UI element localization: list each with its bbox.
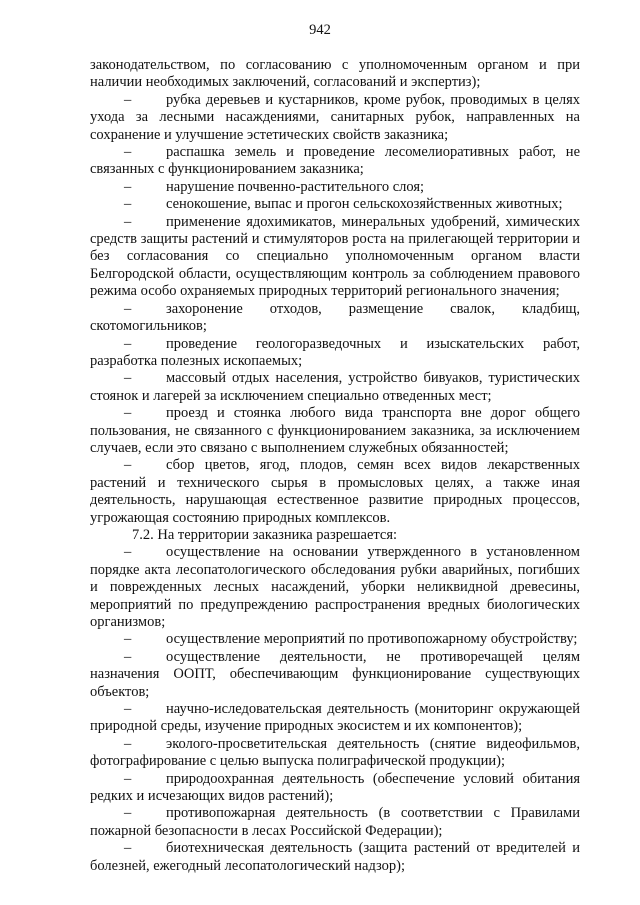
paragraph-text: противопожарная деятельность (в соответствии с Правилами пожарной безопасности в лесах Российской Федерации); <box>90 805 580 839</box>
list-bullet-dash: – <box>124 335 132 352</box>
list-bullet-dash: – <box>124 735 132 752</box>
paragraph-text: рубка деревьев и кустарников, кроме рубок, проводимых в целях ухода за лесными насаждениями, санитарных рубок, направленных на сохранение и улучшение эстетических свойств заказника; <box>90 91 580 143</box>
list-item <box>90 370 580 405</box>
list-item <box>90 805 580 840</box>
list-bullet-dash: – <box>124 196 132 213</box>
list-item <box>90 405 580 457</box>
document-body <box>90 57 580 875</box>
paragraph-text: осуществление мероприятий по противопожарному обустройству; <box>166 631 578 648</box>
list-bullet-dash: – <box>124 648 132 665</box>
list-bullet-dash: – <box>124 213 132 230</box>
paragraph-text: биотехническая деятельность (защита растений от вредителей и болезней, ежегодный лесопатологический надзор); <box>90 840 580 874</box>
paragraph-text: применение ядохимикатов, минеральных удобрений, химических средств защиты растений и стимуляторов роста на прилегающей территории и без согласования со специально уполномоченным органом власти Белгородской области, осуществляющим контроль за соблюдением правового режима особо охраняемых природных территорий регионального значения; <box>90 213 580 300</box>
list-bullet-dash: – <box>124 144 132 161</box>
list-bullet-dash: – <box>124 805 132 822</box>
list-item <box>90 631 580 648</box>
paragraph-text: законодательством, по согласованию с уполномоченным органом и при наличии необходимых заключений, согласований и экспертиз); <box>90 57 580 91</box>
list-item <box>90 771 580 806</box>
paragraph-text: научно-иследовательская деятельность (мониторинг окружающей природной среды, изучение природных экосистем и их компонентов); <box>90 701 580 735</box>
list-item <box>90 144 580 179</box>
list-bullet-dash: – <box>124 300 132 317</box>
list-item <box>90 179 580 196</box>
list-item <box>90 736 580 771</box>
list-bullet-dash: – <box>124 770 132 787</box>
paragraph-text: осуществление деятельности, не противоречащей целям назначения ООПТ, обеспечивающим функционирование существующих объектов; <box>90 648 580 700</box>
list-bullet-dash: – <box>124 840 132 857</box>
list-item <box>90 196 580 213</box>
paragraph-text: проведение геологоразведочных и изыскательских работ, разработка полезных ископаемых; <box>90 335 580 369</box>
paragraph-text: сбор цветов, ягод, плодов, семян всех видов лекарственных растений и технического сырья в промысловых целях, а также иная деятельность, нарушающая естественное развитие природных процессов, угрожающая состоянию природных комплексов. <box>90 457 580 526</box>
list-bullet-dash: – <box>124 370 132 387</box>
paragraph-text: эколого-просветительская деятельность (снятие видеофильмов, фотографирование с целью выпуска полиграфической продукции); <box>90 735 580 770</box>
list-bullet-dash: – <box>124 178 132 195</box>
paragraph-text: сенокошение, выпас и прогон сельскохозяйственных животных; <box>166 196 563 213</box>
paragraph-text: 7.2. На территории заказника разрешается: <box>132 526 398 543</box>
paragraph-text: массовый отдых населения, устройство бивуаков, туристических стоянок и лагерей за исключением специально отведенных мест; <box>90 370 580 404</box>
paragraph-text: проезд и стоянка любого вида транспорта вне дорог общего пользования, не связанного с функционированием заказника, за исключением случаев, если это связано с выполнением служебных обязанностей; <box>90 405 580 456</box>
list-item <box>90 457 580 527</box>
list-bullet-dash: – <box>124 457 132 474</box>
list-item <box>90 214 580 301</box>
list-item <box>90 301 580 336</box>
section-heading <box>90 527 580 544</box>
paragraph-text: распашка земель и проведение лесомелиоративных работ, не связанных с функционированием заказника; <box>90 144 580 178</box>
list-bullet-dash: – <box>124 405 132 422</box>
list-item <box>90 544 580 631</box>
list-bullet-dash: – <box>124 91 132 108</box>
paragraph-text: осуществление на основании утвержденного в установленном порядке акта лесопатологического обследования рубки аварийных, погибших и поврежденных лесных насаждений, уборки неликвидной древесины, мероприятий по предупреждению распространения вредных биологических организмов; <box>90 544 580 630</box>
list-bullet-dash: – <box>124 631 132 648</box>
list-item <box>90 92 580 144</box>
list-item <box>90 840 580 875</box>
paragraph-text: нарушение почвенно-растительного слоя; <box>166 178 425 195</box>
list-item <box>90 649 580 701</box>
page-number: 942 <box>309 22 331 38</box>
paragraph-text: природоохранная деятельность (обеспечение условий обитания редких и исчезающих видов растений); <box>90 770 580 805</box>
list-item <box>90 701 580 736</box>
list-bullet-dash: – <box>124 544 132 561</box>
paragraph-text: захоронение отходов, размещение свалок, кладбищ, скотомогильников; <box>90 300 580 335</box>
list-item <box>90 336 580 371</box>
list-bullet-dash: – <box>124 701 132 718</box>
paragraph <box>90 57 580 92</box>
